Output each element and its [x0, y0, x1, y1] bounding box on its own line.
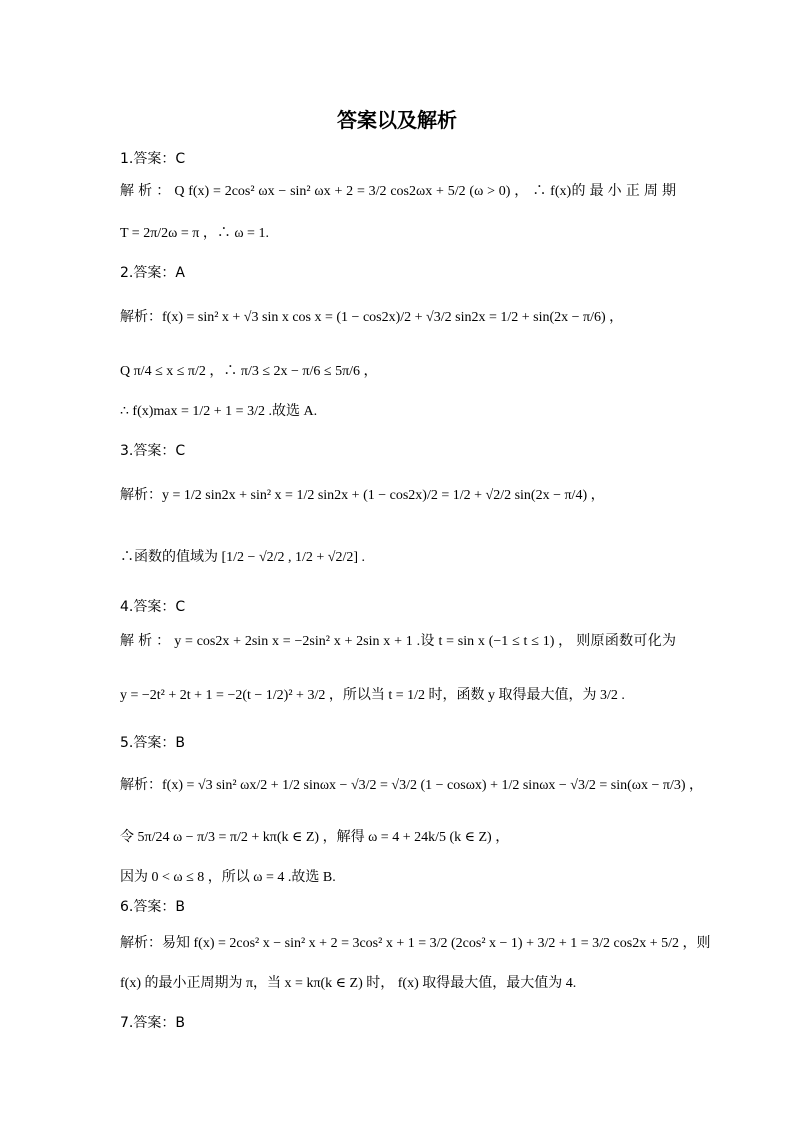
- solution-2-line-1: 解析：f(x) = sin² x + √3 sin x cos x = (1 − cos2x)/2 + √3/2 sin2x = 1/2 + sin(2x − π/6) ，: [120, 310, 624, 325]
- solution-5-line-1: 解析：f(x) = √3 sin² ωx/2 + 1/2 sinωx − √3/2 = √3/2 (1 − cosωx) + 1/2 sinωx − √3/2 = sin(ωx − π/3) ，: [120, 778, 704, 793]
- solution-6-line-1: 解析：易知 f(x) = 2cos² x − sin² x + 2 = 3cos² x + 1 = 3/2 (2cos² x − 1) + 3/2 + 1 = 3/2 cos2x + 5/2 ，则: [120, 936, 711, 951]
- solution-1-line-2: T = 2π/2ω = π ，∴ ω = 1.: [120, 226, 269, 241]
- solution-6-line-2: f(x) 的最小正周期为 π，当 x = kπ(k ∈ Z) 时， f(x) 取得最大值，最大值为 4.: [120, 976, 577, 991]
- page-title: 答案以及解析: [337, 108, 457, 132]
- solution-1-line-1: 解 析 ： Q f(x) = 2cos² ωx − sin² ωx + 2 = 3/2 cos2ωx + 5/2 (ω > 0) ， ∴ f(x)的 最 小 正 周 期: [120, 184, 676, 199]
- solution-4-line-1: 解 析 ： y = cos2x + 2sin x = −2sin² x + 2sin x + 1 .设 t = sin x (−1 ≤ t ≤ 1) ， 则原函数可化为: [120, 634, 676, 649]
- solution-3-line-1: 解析：y = 1/2 sin2x + sin² x = 1/2 sin2x + (1 − cos2x)/2 = 1/2 + √2/2 sin(2x − π/4) ，: [120, 488, 605, 503]
- solution-5-line-3: 因为 0 < ω ≤ 8 ，所以 ω = 4 .故选 B.: [120, 870, 336, 885]
- answer-1: 1.答案：C: [120, 151, 186, 167]
- solution-4-line-2: y = −2t² + 2t + 1 = −2(t − 1/2)² + 3/2 ，所以当 t = 1/2 时，函数 y 取得最大值，为 3/2 .: [120, 688, 625, 703]
- answer-6: 6.答案：B: [120, 899, 185, 915]
- answer-5: 5.答案：B: [120, 735, 185, 751]
- solution-2-line-2: Q π/4 ≤ x ≤ π/2 ，∴ π/3 ≤ 2x − π/6 ≤ 5π/6 ，: [120, 364, 378, 379]
- answer-4: 4.答案：C: [120, 599, 186, 615]
- solution-5-line-2: 令 5π/24 ω − π/3 = π/2 + kπ(k ∈ Z) ，解得 ω = 4 + 24k/5 (k ∈ Z) ，: [120, 830, 510, 845]
- answer-7: 7.答案：B: [120, 1015, 185, 1031]
- answer-3: 3.答案：C: [120, 443, 186, 459]
- solution-3-line-2: ∴函数的值域为 [1/2 − √2/2 , 1/2 + √2/2] .: [120, 550, 366, 565]
- solution-2-line-3: ∴ f(x)max = 1/2 + 1 = 3/2 .故选 A.: [120, 404, 318, 419]
- answer-2: 2.答案：A: [120, 265, 185, 281]
